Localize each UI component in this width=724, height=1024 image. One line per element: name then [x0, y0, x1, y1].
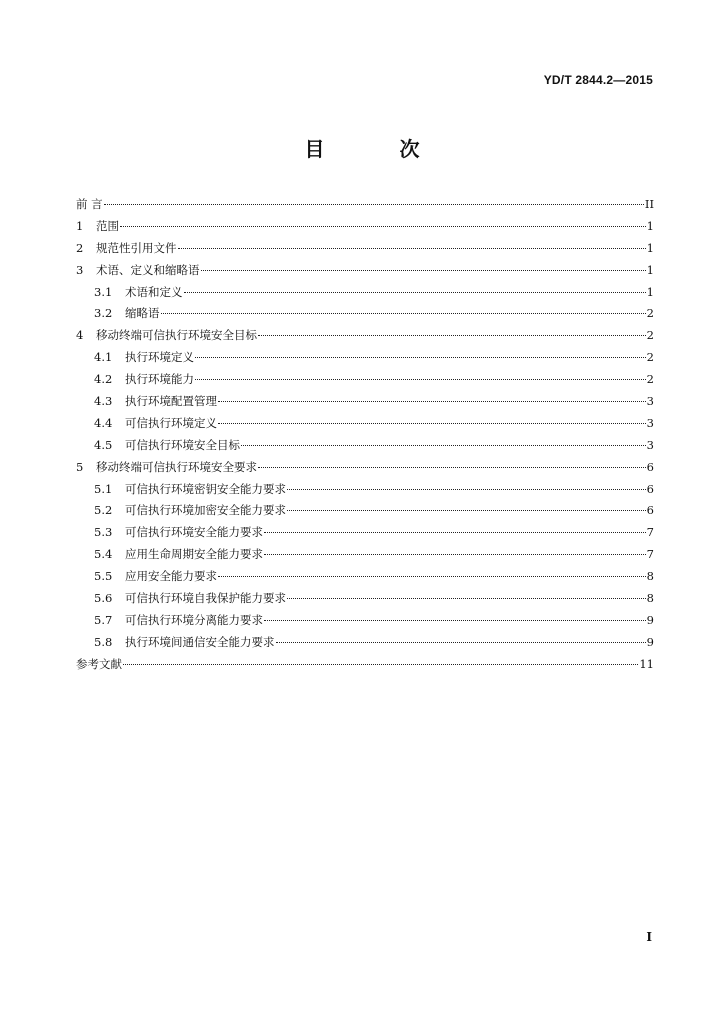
- toc-entry-page: 8: [646, 569, 654, 584]
- toc-entry-label: 可信执行环境安全目标: [125, 437, 240, 452]
- toc-leader-dots: [123, 664, 638, 665]
- toc-leader-dots: [264, 620, 646, 621]
- toc-entry-number: 4.1: [94, 350, 113, 365]
- toc-entry-label: 移动终端可信执行环境安全要求: [96, 459, 257, 474]
- toc-entry-label: 可信执行环境分离能力要求: [125, 612, 263, 627]
- toc-leader-dots: [264, 554, 646, 555]
- toc-entry[interactable]: [76, 305, 654, 327]
- toc-entry-page: 11: [639, 656, 654, 671]
- toc-entry-number: 3: [76, 262, 84, 277]
- toc-entry-label: 可信执行环境定义: [125, 415, 217, 430]
- toc-entry-label: 术语和定义: [125, 284, 183, 299]
- toc-entry[interactable]: [76, 196, 654, 218]
- toc-entry-label: 可信执行环境密钥安全能力要求: [125, 481, 286, 496]
- toc-entry-label: 术语、定义和缩略语: [96, 262, 200, 277]
- toc-entry-label: 移动终端可信执行环境安全目标: [96, 328, 257, 343]
- toc-leader-dots: [120, 226, 646, 227]
- toc-entry-page: 3: [646, 394, 654, 409]
- toc-entry-number: 3.2: [94, 306, 113, 321]
- toc-leader-dots: [258, 467, 646, 468]
- page-title: 目 次: [304, 137, 454, 161]
- toc-entry-page: 9: [646, 634, 654, 649]
- toc-entry-number: 4.4: [94, 415, 113, 430]
- toc-leader-dots: [258, 335, 646, 336]
- toc-leader-dots: [276, 642, 646, 643]
- toc-leader-dots: [264, 532, 646, 533]
- toc-entry-page: 8: [646, 591, 654, 606]
- toc-entry-label: 范围: [96, 218, 119, 233]
- toc-entry-number: 4.3: [94, 394, 113, 409]
- toc-entry[interactable]: [76, 656, 654, 678]
- toc-entry-label: 参考文献: [76, 656, 122, 671]
- toc-entry-label: 可信执行环境自我保护能力要求: [125, 591, 286, 606]
- toc-entry-number: 5: [76, 459, 84, 474]
- toc-entry-number: 5.8: [94, 634, 113, 649]
- toc-entry-page: 2: [646, 328, 654, 343]
- toc-entry-page: 9: [646, 612, 654, 627]
- toc-entry-label: 可信执行环境加密安全能力要求: [125, 503, 286, 518]
- toc-entry-page: 1: [646, 218, 654, 233]
- toc-leader-dots: [178, 248, 646, 249]
- toc-entry-page: 7: [646, 525, 654, 540]
- toc-entry[interactable]: [76, 262, 654, 284]
- toc-entry-page: 1: [646, 284, 654, 299]
- toc-entry-page: 7: [646, 547, 654, 562]
- toc-entry-page: 2: [646, 306, 654, 321]
- toc-entry[interactable]: [76, 415, 654, 437]
- toc-entry[interactable]: [76, 568, 654, 590]
- toc-entry-page: 1: [646, 240, 654, 255]
- toc-entry-number: 5.5: [94, 569, 113, 584]
- table-of-contents: [76, 196, 654, 678]
- toc-entry[interactable]: [76, 590, 654, 612]
- toc-leader-dots: [241, 445, 646, 446]
- toc-entry-page: 2: [646, 350, 654, 365]
- toc-entry-number: 4.5: [94, 437, 113, 452]
- toc-entry[interactable]: [76, 349, 654, 371]
- toc-entry[interactable]: [76, 284, 654, 306]
- toc-entry-number: 5.3: [94, 525, 113, 540]
- toc-entry-page: 2: [646, 372, 654, 387]
- toc-entry-label: 执行环境配置管理: [125, 394, 217, 409]
- toc-entry-label: 缩略语: [125, 306, 160, 321]
- toc-leader-dots: [287, 598, 646, 599]
- toc-entry-number: 4: [76, 328, 84, 343]
- toc-entry-label: 应用生命周期安全能力要求: [125, 547, 263, 562]
- toc-leader-dots: [195, 357, 646, 358]
- toc-entry-number: 2: [76, 240, 84, 255]
- toc-entry[interactable]: [76, 524, 654, 546]
- toc-entry-page: 6: [646, 481, 654, 496]
- toc-leader-dots: [184, 292, 646, 293]
- toc-entry-label: 执行环境间通信安全能力要求: [125, 634, 275, 649]
- toc-leader-dots: [161, 313, 646, 314]
- toc-entry-label: 执行环境能力: [125, 372, 194, 387]
- toc-entry-page: 6: [646, 459, 654, 474]
- standard-code: YD/T 2844.2—2015: [543, 73, 653, 87]
- toc-entry-label: 可信执行环境安全能力要求: [125, 525, 263, 540]
- toc-leader-dots: [201, 270, 646, 271]
- toc-entry-page: 6: [646, 503, 654, 518]
- toc-entry-number: 4.2: [94, 372, 113, 387]
- toc-entry[interactable]: [76, 546, 654, 568]
- toc-entry-page: 3: [646, 437, 654, 452]
- toc-entry-page: 3: [646, 415, 654, 430]
- toc-leader-dots: [104, 204, 644, 205]
- toc-entry[interactable]: [76, 393, 654, 415]
- toc-entry-number: 5.2: [94, 503, 113, 518]
- toc-entry[interactable]: [76, 634, 654, 656]
- toc-entry-number: 5.7: [94, 612, 113, 627]
- toc-entry[interactable]: [76, 481, 654, 503]
- toc-entry-number: 1: [76, 218, 84, 233]
- toc-leader-dots: [195, 379, 646, 380]
- toc-entry-page: 1: [646, 262, 654, 277]
- toc-entry-label: 前 言: [76, 197, 103, 211]
- toc-leader-dots: [218, 423, 646, 424]
- toc-leader-dots: [218, 576, 646, 577]
- toc-entry-label: 执行环境定义: [125, 350, 194, 365]
- toc-entry[interactable]: [76, 437, 654, 459]
- toc-entry-number: 5.4: [94, 547, 113, 562]
- toc-entry[interactable]: [76, 459, 654, 481]
- toc-entry[interactable]: [76, 502, 654, 524]
- toc-leader-dots: [287, 489, 646, 490]
- toc-leader-dots: [287, 510, 646, 511]
- toc-entry-page: II: [644, 197, 654, 211]
- toc-entry-number: 5.1: [94, 481, 113, 496]
- toc-entry-label: 规范性引用文件: [96, 240, 177, 255]
- toc-entry-label: 应用安全能力要求: [125, 569, 217, 584]
- toc-entry[interactable]: [76, 240, 654, 262]
- toc-entry[interactable]: [76, 218, 654, 240]
- toc-entry-number: 3.1: [94, 284, 113, 299]
- page-number: I: [646, 930, 652, 944]
- toc-leader-dots: [218, 401, 646, 402]
- toc-entry[interactable]: [76, 371, 654, 393]
- toc-entry[interactable]: [76, 612, 654, 634]
- toc-entry-number: 5.6: [94, 591, 113, 606]
- toc-entry[interactable]: [76, 327, 654, 349]
